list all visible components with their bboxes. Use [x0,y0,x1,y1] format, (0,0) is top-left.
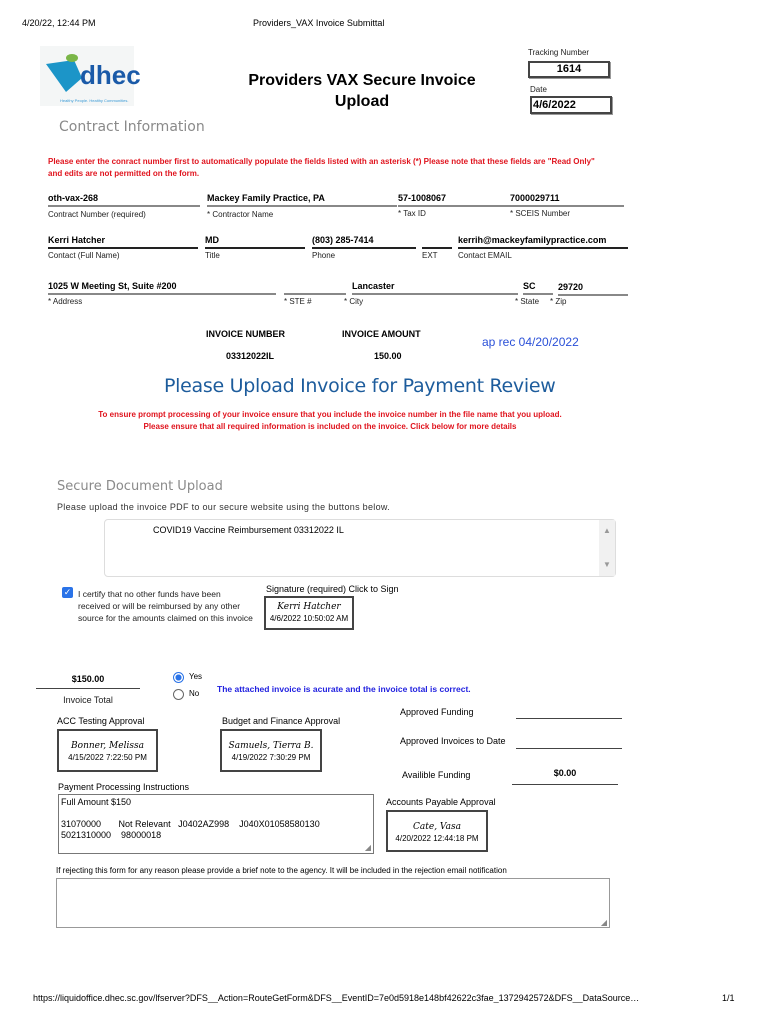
available-funding-label: Availible Funding [402,770,471,780]
available-funding-field[interactable]: $0.00 [512,768,618,785]
date-label: Date [530,85,547,94]
signature-label: Signature (required) Click to Sign [266,584,399,594]
payment-instructions-label: Payment Processing Instructions [58,782,190,792]
resize-handle-icon[interactable]: ◢ [600,918,607,927]
rejection-textarea[interactable] [56,878,610,928]
invoice-total-label: Invoice Total [63,695,113,705]
invoice-amount-value[interactable]: 150.00 [374,351,402,361]
scroll-up-icon[interactable]: ▲ [603,526,611,535]
uploaded-file-item[interactable]: COVID19 Vaccine Reimbursement 03312022 IL [153,525,344,535]
payment-line-3: 5021310000 98000018 [61,830,162,840]
ap-approval-label: Accounts Payable Approval [386,797,496,807]
acc-approval-timestamp: 4/15/2022 7:22:50 PM [68,753,147,762]
phone-label: Phone [312,251,336,260]
radio-no-label: No [189,689,200,698]
radio-no[interactable] [173,689,184,700]
budget-approval-label: Budget and Finance Approval [222,716,341,726]
signature-timestamp: 4/6/2022 10:50:02 AM [269,614,349,623]
acc-approval-label: ACC Testing Approval [57,716,145,726]
contact-label: Contact (Full Name) [48,251,120,260]
sceis-label: * SCEIS Number [510,209,571,218]
ap-received-note: ap rec 04/20/2022 [482,335,579,349]
address-label: * Address [48,297,83,306]
contractor-name-field: Mackey Family Practice, PA [207,193,397,207]
scrollbar[interactable] [599,520,615,576]
footer-page: 1/1 [722,993,735,1003]
contract-section-heading: Contract Information [59,119,205,135]
footer-url: https://liquidoffice.dhec.sc.gov/lfserver?DFS__Action=RouteGetForm&DFS__EventID=7e0d5918e148bf42622c3fae_1372942572&DFS__DataSource… [33,993,640,1003]
invoice-amount-label: INVOICE AMOUNT [342,329,421,339]
certify-text: I certify that no other funds have been received or will be reimbursed by any other source for the amounts claimed on this invoice [78,589,253,623]
payment-instructions-textarea[interactable] [58,794,374,854]
state-field: SC [523,281,553,295]
invoice-number-value[interactable]: 03312022IL [226,351,275,361]
budget-approval-name: Samuels, Tierra B. [228,741,314,751]
certify-checkbox[interactable]: ✓ [63,587,72,597]
signature-box[interactable] [264,596,354,630]
contact-field[interactable]: Kerri Hatcher [48,235,198,249]
ste-label: * STE # [284,297,312,306]
form-title: Providers VAX Secure Invoice Upload [248,72,476,110]
payment-line-1: Full Amount $150 [61,797,132,807]
email-field[interactable]: kerrih@mackeyfamilypractice.com [458,235,628,249]
title-field[interactable]: MD [205,235,305,249]
accuracy-statement: The attached invoice is acurate and the invoice total is correct. [217,684,471,694]
contract-number-label: Contract Number (required) [48,210,146,219]
scroll-down-icon[interactable]: ▼ [603,560,611,569]
upload-notice-2: Please ensure that all required information is included on the invoice. Click below for more details [143,422,517,431]
approved-funding-label: Approved Funding [400,707,474,717]
contract-number-field[interactable]: oth-vax-268 [48,193,200,207]
city-label: * City [344,297,364,306]
upload-heading: Please Upload Invoice for Payment Review [164,375,556,397]
approved-invoices-label: Approved Invoices to Date [400,736,506,746]
phone-field[interactable]: (803) 285-7414 [312,235,416,249]
tracking-number-field: 1614 [528,61,610,78]
approved-invoices-field[interactable] [516,735,622,749]
date-field[interactable]: 4/6/2022 [530,96,612,114]
tracking-label: Tracking Number [528,48,590,57]
print-datetime: 4/20/22, 12:44 PM [22,18,96,28]
uploaded-files-list[interactable] [104,519,616,577]
state-label: * State [515,297,540,306]
upload-notice-1: To ensure prompt processing of your invoice ensure that you include the invoice number in the file name that you upload. [98,410,562,419]
city-field: Lancaster [352,281,518,295]
email-label: Contact EMAIL [458,251,512,260]
print-title: Providers_VAX Invoice Submittal [253,18,385,28]
rejection-label: If rejecting this form for any reason please provide a brief note to the agency. It will be included in the rejection email notification [56,866,507,875]
secure-upload-heading: Secure Document Upload [57,479,223,494]
radio-yes[interactable] [173,672,184,683]
logo-mark-icon [44,52,84,96]
radio-yes-label: Yes [189,672,203,681]
logo-tagline: Healthy People. Healthy Communities. [60,98,129,103]
ap-approval-name: Cate, Vasa [413,822,461,832]
tax-id-field: 57-1008067 [398,193,510,207]
dhec-logo [40,46,141,106]
zip-label: * Zip [550,297,567,306]
ext-field[interactable] [422,235,452,249]
title-label: Title [205,251,220,260]
invoice-number-label: INVOICE NUMBER [206,329,286,339]
budget-approval-timestamp: 4/19/2022 7:30:29 PM [231,753,311,762]
address-field: 1025 W Meeting St, Suite #200 [48,281,276,295]
payment-line-2: 31070000 Not Relevant J0402AZ998 J040X01058580130 [61,819,320,829]
ap-approval-box[interactable] [386,810,488,852]
tax-id-label: * Tax ID [398,209,426,218]
acc-approval-name: Bonner, Melissa [71,741,144,751]
acc-approval-box[interactable] [57,729,158,772]
contract-notice: Please enter the conract number first to automatically populate the fields listed with an asterisk (*) Please note that these fields are "Read Only" and edits are not permitted on the form. [48,157,595,178]
upload-instructions: Please upload the invoice PDF to our secure website using the buttons below. [57,502,390,512]
logo-text: dhec [80,60,141,90]
invoice-total-value: $150.00 [36,674,140,689]
ste-field [284,281,346,295]
contractor-name-label: * Contractor Name [207,210,274,219]
budget-approval-box[interactable] [220,729,322,772]
resize-handle-icon[interactable]: ◢ [364,843,371,852]
ap-approval-timestamp: 4/20/2022 12:44:18 PM [395,834,479,843]
zip-field: 29720 [558,282,628,296]
ext-label: EXT [422,251,438,260]
signature-name: Kerri Hatcher [277,602,341,612]
sceis-field: 7000029711 [510,193,624,207]
approved-funding-field[interactable] [516,705,622,719]
